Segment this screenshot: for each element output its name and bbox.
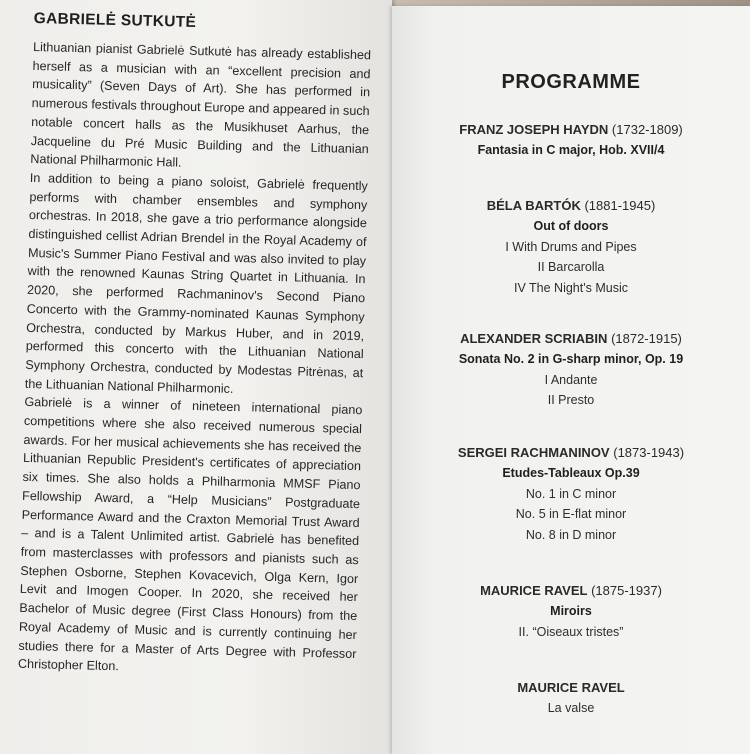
movement: IV The Night's Music xyxy=(513,280,628,295)
work-title: Sonata No. 2 in G-sharp minor, Op. 19 xyxy=(458,352,684,366)
bio-paragraph-2: In addition to being a piano soloist, Gabrielė frequently performs with chamber ensembles and symphony orchestras. In 2018, she gave a trio performance alongside distinguished cellist Adrian Brendel in the Royal Academy of Music's Summer Piano Festival and was also invited to play with the renowned Kaunas String Quartet in Lithuania. In 2020, she performed Rachmaninov's Second Piano Concerto with the Grammy-nominated Kaunas Symphony Orchestra, conducted by Markus Huber, and in 2019, performed this concerto with the Lithuanian National Symphony Orchestra, conducted by Modestas Pitrėnas, at the Lithuanian National Philharmonic. xyxy=(24,170,368,396)
programme-item-haydn xyxy=(392,120,750,161)
movement: I Andante xyxy=(544,372,598,387)
composer-name: ALEXANDER SCRIABIN xyxy=(460,331,608,346)
composer-name: FRANZ JOSEPH HAYDN xyxy=(459,122,609,137)
bio-paragraph-1: Lithuanian pianist Gabrielė Sutkutė has already established herself as a musician with an “excellent precision and musicality” (Seven Days of Art). She has performed in numerous festivals throughout Europe and appeared in such notable concert halls as the Musikhuset Aarhus, the Jacqueline du Pré Music Building and the Lithuanian National Philharmonic Hall. xyxy=(30,39,372,170)
programme-item-scriabin xyxy=(392,329,750,411)
composer-line xyxy=(392,678,750,698)
composer-dates: (1732-1809) xyxy=(611,122,683,137)
composer-dates: (1875-1937) xyxy=(591,583,662,598)
artist-name-heading: GABRIELĖ SUTKUTĖ xyxy=(33,10,197,31)
work-title: Fantasia in C major, Hob. XVII/4 xyxy=(477,143,665,157)
bio-paragraph-3: Gabrielė is a winner of nineteen international piano competitions where she also received numerous special awards. For her musical achievements she has received the Lithuanian Republic President's certificates of appreciation six times. She also holds a Philharmonia MMSF Piano Fellowship Award, a “Help Musicians” Postgraduate Performance Award and the Craxton Memorial Trust Award – and is a Talent Unlimited artist. Gabrielė has benefited from masterclasses with professors and pianists such as Stephen Osborne, Stephen Kovacevich, Olga Kern, Igor Levit and Imogen Cooper. In 2020, she received her Bachelor of Music degree (First Class Honours) from the Royal Academy of Music and is currently continuing her studies there for a Master of Arts Degree with Professor Christopher Elton. xyxy=(17,395,363,674)
composer-name: MAURICE RAVEL xyxy=(517,680,625,695)
composer-line xyxy=(392,329,750,349)
composer-dates: (1872-1915) xyxy=(611,331,682,346)
programme-page xyxy=(392,6,750,754)
work-title: Etudes-Tableaux Op.39 xyxy=(502,466,640,480)
movement: No. 8 in D minor xyxy=(525,527,617,542)
movement: No. 5 in E-flat minor xyxy=(515,507,627,521)
programme-item-ravel-miroirs xyxy=(392,581,750,642)
work-title: Out of doors xyxy=(533,219,609,233)
movement: I With Drums and Pipes xyxy=(505,239,637,254)
composer-line xyxy=(392,443,750,463)
composer-dates: (1873-1943) xyxy=(613,445,685,460)
programme-title: PROGRAMME xyxy=(501,71,641,93)
work-title: La valse xyxy=(547,701,595,715)
composer-dates: (1881-1945) xyxy=(584,198,656,213)
work-title: Miroirs xyxy=(550,604,592,618)
composer-line xyxy=(392,120,750,140)
movement: No. 1 in C minor xyxy=(525,486,617,501)
biography-content xyxy=(18,10,372,682)
composer-name: SERGEI RACHMANINOV xyxy=(457,445,610,460)
movement: II Presto xyxy=(547,393,595,407)
programme-item-bartok xyxy=(392,196,750,298)
movement: II. “Oiseaux tristes” xyxy=(518,624,624,639)
composer-line xyxy=(392,581,750,601)
composer-name: MAURICE RAVEL xyxy=(480,583,588,598)
movement: II Barcarolla xyxy=(537,260,605,274)
programme-item-ravel-la-valse xyxy=(392,678,750,719)
composer-name: BÉLA BARTÓK xyxy=(486,198,581,213)
programme-item-rachmaninov xyxy=(392,443,750,545)
composer-line xyxy=(392,196,750,216)
